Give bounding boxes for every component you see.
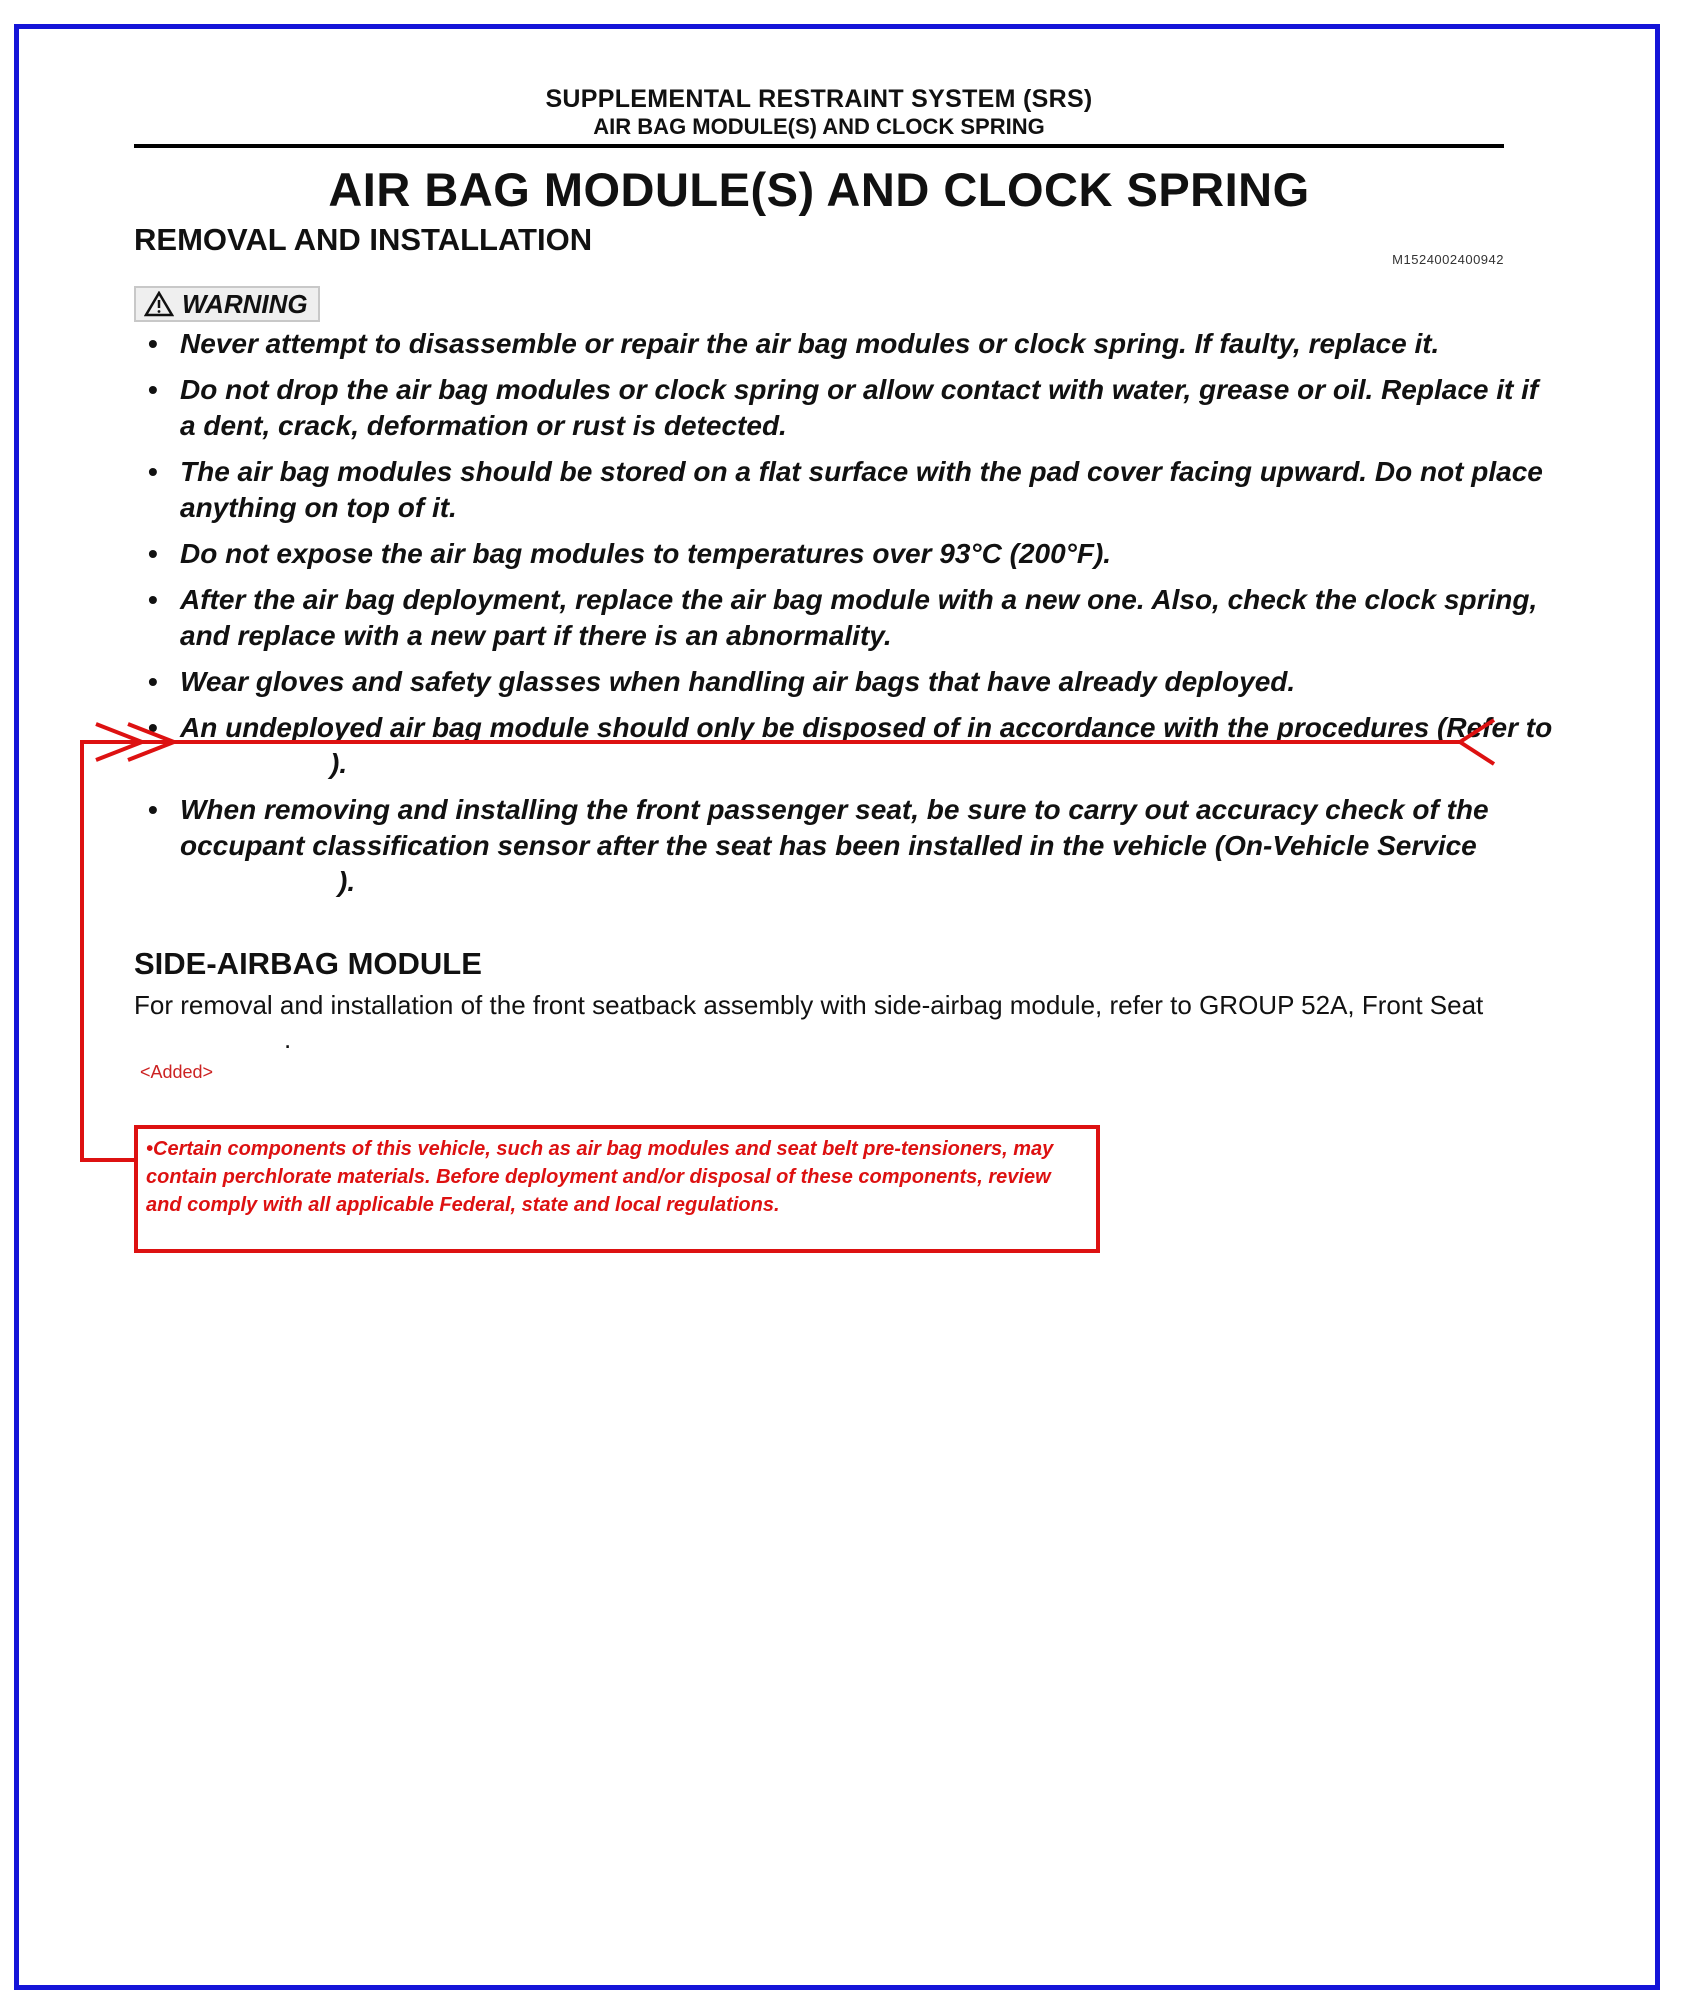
bullet: • xyxy=(148,794,158,825)
warning-text: Do not expose the air bag modules to temperatures over 93°C (200°F). xyxy=(180,538,1112,569)
warning-text: An undeployed air bag module should only be disposed of in accordance with the procedures (Refer to xyxy=(180,712,1553,743)
running-title: SUPPLEMENTAL RESTRAINT SYSTEM (SRS) xyxy=(545,85,1093,113)
added-note-text: •Certain components of this vehicle, such as air bag modules and seat belt pre-tensioners, may contain perchlorate materials. Before deployment and/or disposal of these components, review and comply with all applicable Federal, state and local regulations. xyxy=(146,1138,1054,1216)
bullet: • xyxy=(148,374,158,405)
warning-text-end: ). xyxy=(338,866,356,897)
added-tag: <Added> xyxy=(140,1062,214,1082)
page-title: AIR BAG MODULE(S) AND CLOCK SPRING xyxy=(328,163,1310,216)
running-subtitle: AIR BAG MODULE(S) AND CLOCK SPRING xyxy=(593,114,1045,139)
bullet: • xyxy=(148,456,158,487)
side-airbag-title: SIDE-AIRBAG MODULE xyxy=(134,946,482,981)
section-title: REMOVAL AND INSTALLATION xyxy=(134,222,593,257)
document-id: M1524002400942 xyxy=(1392,252,1504,267)
side-airbag-text-end: . xyxy=(284,1024,292,1054)
bullet: • xyxy=(148,328,158,359)
insertion-caret-icon xyxy=(1460,720,1494,764)
bullet: • xyxy=(148,712,158,743)
warning-text: The air bag modules should be stored on a flat surface with the pad cover facing upward. Do not place anything on top of it. xyxy=(180,456,1543,523)
warning-label: WARNING xyxy=(182,288,308,319)
bullet: • xyxy=(148,538,158,569)
warning-text: Never attempt to disassemble or repair the air bag modules or clock spring. If faulty, replace it. xyxy=(180,328,1440,359)
warning-text-end: ). xyxy=(330,748,348,779)
warning-text: Wear gloves and safety glasses when handling air bags that have already deployed. xyxy=(180,666,1296,697)
connector-line xyxy=(82,742,170,1160)
warning-text: Do not drop the air bag modules or clock spring or allow contact with water, grease or oil. Replace it if a dent, crack, deformation or rust is detected. xyxy=(180,374,1539,441)
warning-text: After the air bag deployment, replace the air bag module with a new one. Also, check the clock spring, and replace with a new part if there is an abnormality. xyxy=(180,584,1538,651)
bullet: • xyxy=(148,584,158,615)
warning-text: When removing and installing the front passenger seat, be sure to carry out accuracy check of the occupant classification sensor after the seat has been installed in the vehicle (On-Vehicle Service xyxy=(180,794,1489,861)
side-airbag-text-body: For removal and installation of the front seatback assembly with side-airbag module, refer to GROUP 52A, Front Seat xyxy=(134,990,1484,1020)
bullet: • xyxy=(148,666,158,697)
